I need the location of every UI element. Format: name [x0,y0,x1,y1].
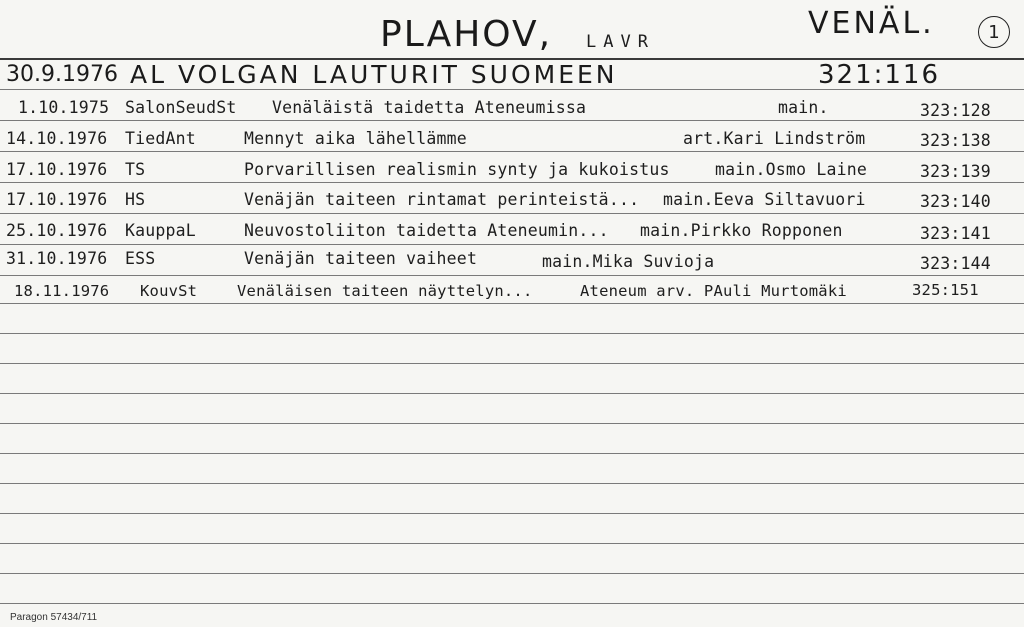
line-rule [0,453,1024,454]
row-author: main.Osmo Laine [715,160,868,179]
row-author: main.Mika Suvioja [542,252,715,271]
row-date: 14.10.1976 [6,129,108,148]
row-source: SalonSeudSt [125,98,237,117]
line-rule [0,543,1024,544]
line-rule [0,244,1024,245]
category-label: VENÄL. [808,6,935,41]
row-title: Neuvostoliiton taidetta Ateneumin... [244,221,609,240]
line-rule [0,573,1024,574]
line-rule [0,275,1024,276]
line-rule [0,213,1024,214]
card-number: 1 [978,16,1010,48]
row-ref: 323:141 [920,224,991,243]
main-entry-text: AL VOLGAN LAUTURIT SUOMEEN [130,60,618,89]
main-entry-ref: 321:116 [818,60,941,90]
line-rule [0,182,1024,183]
row-date: 17.10.1976 [6,160,108,179]
row-source: TiedAnt [125,129,196,148]
row-date: 25.10.1976 [6,221,108,240]
main-entry-date: 30.9.1976 [6,62,118,87]
row-author: Ateneum arv. PAuli Murtomäki [580,282,847,300]
row-title: Mennyt aika lähellämme [244,129,467,148]
row-source: KauppaL [125,221,196,240]
line-rule [0,483,1024,484]
row-ref: 323:139 [920,162,991,181]
row-title: Venäjän taiteen rintamat perinteistä... [244,190,640,209]
row-author: art.Kari Lindström [683,129,866,148]
row-ref: 323:140 [920,192,991,211]
row-date: 18.11.1976 [14,282,110,300]
row-author: main. [778,98,829,117]
row-ref: 323:128 [920,101,991,120]
row-ref: 323:138 [920,131,991,150]
row-ref: 325:151 [912,281,979,299]
row-title: Venäläisen taiteen näyttelyn... [237,282,533,300]
row-author: main.Pirkko Ropponen [640,221,843,240]
line-rule [0,393,1024,394]
row-source: HS [125,190,146,209]
line-rule [0,423,1024,424]
line-rule [0,151,1024,152]
row-title: Venäjän taiteen vaiheet [244,249,478,268]
line-rule [0,333,1024,334]
first-name: LAVR [586,32,655,52]
row-title: Porvarillisen realismin synty ja kukoistus [244,160,670,179]
line-rule [0,303,1024,304]
line-rule [0,603,1024,604]
row-title: Venäläistä taidetta Ateneumissa [272,98,587,117]
row-date: 31.10.1976 [6,249,108,268]
row-source: KouvSt [140,282,198,300]
row-ref: 323:144 [920,254,991,273]
row-date: 1.10.1975 [18,98,110,117]
line-rule [0,120,1024,121]
row-source: TS [125,160,146,179]
row-author: main.Eeva Siltavuori [663,190,866,209]
line-rule [0,513,1024,514]
line-rule [0,363,1024,364]
printer-mark: Paragon 57434/711 [10,612,98,623]
surname: PLAHOV, [380,14,553,55]
row-date: 17.10.1976 [6,190,108,209]
row-source: ESS [125,249,156,268]
